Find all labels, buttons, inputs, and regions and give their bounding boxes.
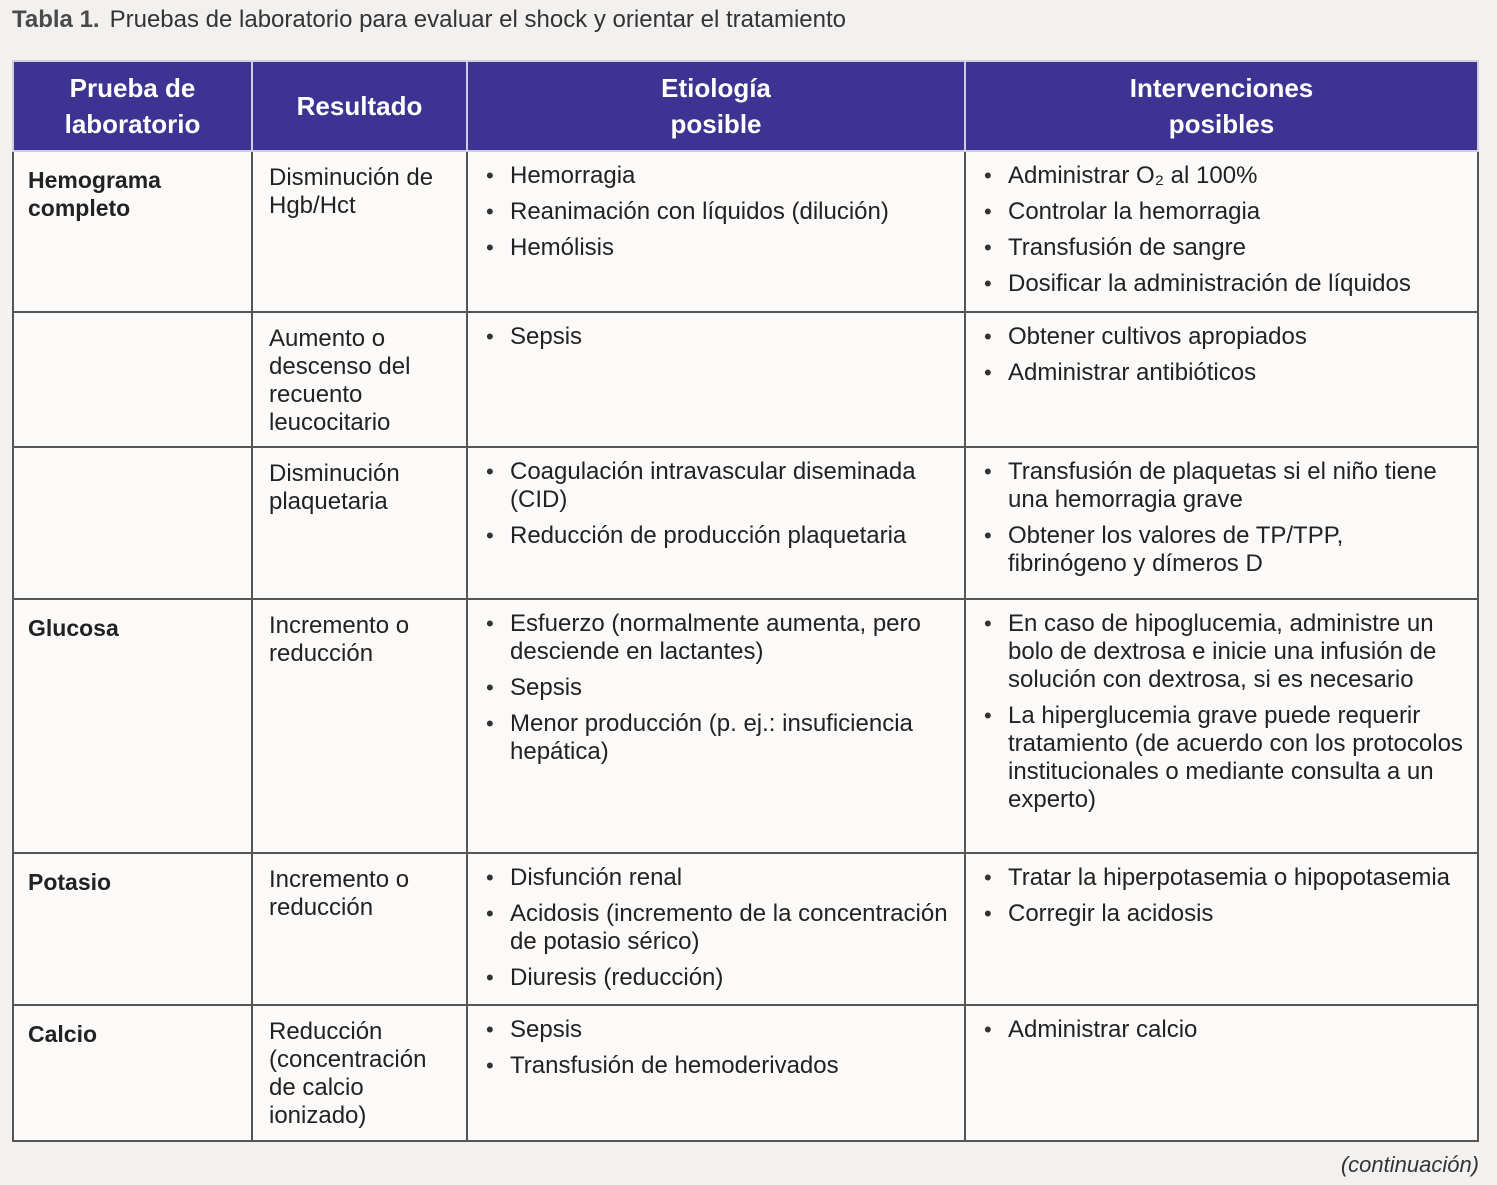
cell-intervenciones xyxy=(965,312,1478,447)
cell-resultado: Incremento o reducción xyxy=(252,599,467,853)
table-row xyxy=(13,853,1478,1005)
cell-resultado: Aumento o descenso del recuento leucocitario xyxy=(252,312,467,447)
list-item: • Disfunción renal xyxy=(482,864,950,892)
table-row xyxy=(13,447,1478,599)
header-prueba: Prueba de laboratorio xyxy=(13,61,252,151)
cell-etiologia xyxy=(467,447,965,599)
list-item: • Sepsis xyxy=(482,674,950,702)
cell-resultado: Disminución plaquetaria xyxy=(252,447,467,599)
table-caption xyxy=(12,6,846,34)
cell-intervenciones xyxy=(965,599,1478,853)
list-item: • Coagulación intravascular diseminada (CID) xyxy=(482,458,950,514)
list-item: • Administrar antibióticos xyxy=(980,359,1463,387)
cell-etiologia xyxy=(467,312,965,447)
cell-prueba: Glucosa xyxy=(13,599,252,853)
cell-etiologia xyxy=(467,151,965,312)
list-item: • Administrar O₂ al 100% xyxy=(980,162,1463,190)
list-item: • Diuresis (reducción) xyxy=(482,964,950,992)
list-item: • Hemorragia xyxy=(482,162,950,190)
header-intervenciones: Intervenciones posibles xyxy=(965,61,1478,151)
cell-etiologia xyxy=(467,1005,965,1141)
cell-prueba: Potasio xyxy=(13,853,252,1005)
table-row xyxy=(13,151,1478,312)
table-caption-title: Pruebas de laboratorio para evaluar el shock y orientar el tratamiento xyxy=(109,6,846,33)
list-item: • Sepsis xyxy=(482,1016,950,1044)
lab-tests-table xyxy=(12,60,1479,1142)
list-item: • Controlar la hemorragia xyxy=(980,198,1463,226)
cell-intervenciones xyxy=(965,1005,1478,1141)
table-caption-label: Tabla 1. xyxy=(12,6,100,33)
table-row xyxy=(13,599,1478,853)
list-item: • Administrar calcio xyxy=(980,1016,1463,1044)
continuation-note: (continuación) xyxy=(1340,1152,1479,1177)
header-resultado: Resultado xyxy=(252,61,467,151)
list-item: • En caso de hipoglucemia, administre un bolo de dextrosa e inicie una infusión de solución con dextrosa, si es necesario xyxy=(980,610,1463,694)
list-item: • Hemólisis xyxy=(482,234,950,262)
list-item: • Transfusión de hemoderivados xyxy=(482,1052,950,1080)
table-header-row xyxy=(13,61,1478,151)
cell-prueba xyxy=(13,312,252,447)
list-item: • Obtener los valores de TP/TPP, fibrinógeno y dímeros D xyxy=(980,522,1463,578)
table-row xyxy=(13,1005,1478,1141)
cell-etiologia xyxy=(467,853,965,1005)
list-item: • Transfusión de sangre xyxy=(980,234,1463,262)
cell-etiologia xyxy=(467,599,965,853)
cell-prueba xyxy=(13,447,252,599)
cell-intervenciones xyxy=(965,853,1478,1005)
cell-prueba: Calcio xyxy=(13,1005,252,1141)
list-item: • Dosificar la administración de líquidos xyxy=(980,270,1463,298)
cell-resultado: Disminución de Hgb/Hct xyxy=(252,151,467,312)
list-item: • Menor producción (p. ej.: insuficiencia hepática) xyxy=(482,710,950,766)
list-item: • Corregir la acidosis xyxy=(980,900,1463,928)
list-item: • Sepsis xyxy=(482,323,950,351)
list-item: • Reanimación con líquidos (dilución) xyxy=(482,198,950,226)
cell-intervenciones xyxy=(965,447,1478,599)
list-item: • Esfuerzo (normalmente aumenta, pero desciende en lactantes) xyxy=(482,610,950,666)
list-item: • Acidosis (incremento de la concentración de potasio sérico) xyxy=(482,900,950,956)
cell-resultado: Incremento o reducción xyxy=(252,853,467,1005)
cell-resultado: Reducción (concentración de calcio ionizado) xyxy=(252,1005,467,1141)
list-item: • La hiperglucemia grave puede requerir tratamiento (de acuerdo con los protocolos institucionales o mediante consulta a un experto) xyxy=(980,702,1463,814)
list-item: • Tratar la hiperpotasemia o hipopotasemia xyxy=(980,864,1463,892)
header-etiologia: Etiología posible xyxy=(467,61,965,151)
list-item: • Transfusión de plaquetas si el niño tiene una hemorragia grave xyxy=(980,458,1463,514)
cell-prueba: Hemograma completo xyxy=(13,151,252,312)
table-row xyxy=(13,312,1478,447)
list-item: • Obtener cultivos apropiados xyxy=(980,323,1463,351)
cell-intervenciones xyxy=(965,151,1478,312)
list-item: • Reducción de producción plaquetaria xyxy=(482,522,950,550)
